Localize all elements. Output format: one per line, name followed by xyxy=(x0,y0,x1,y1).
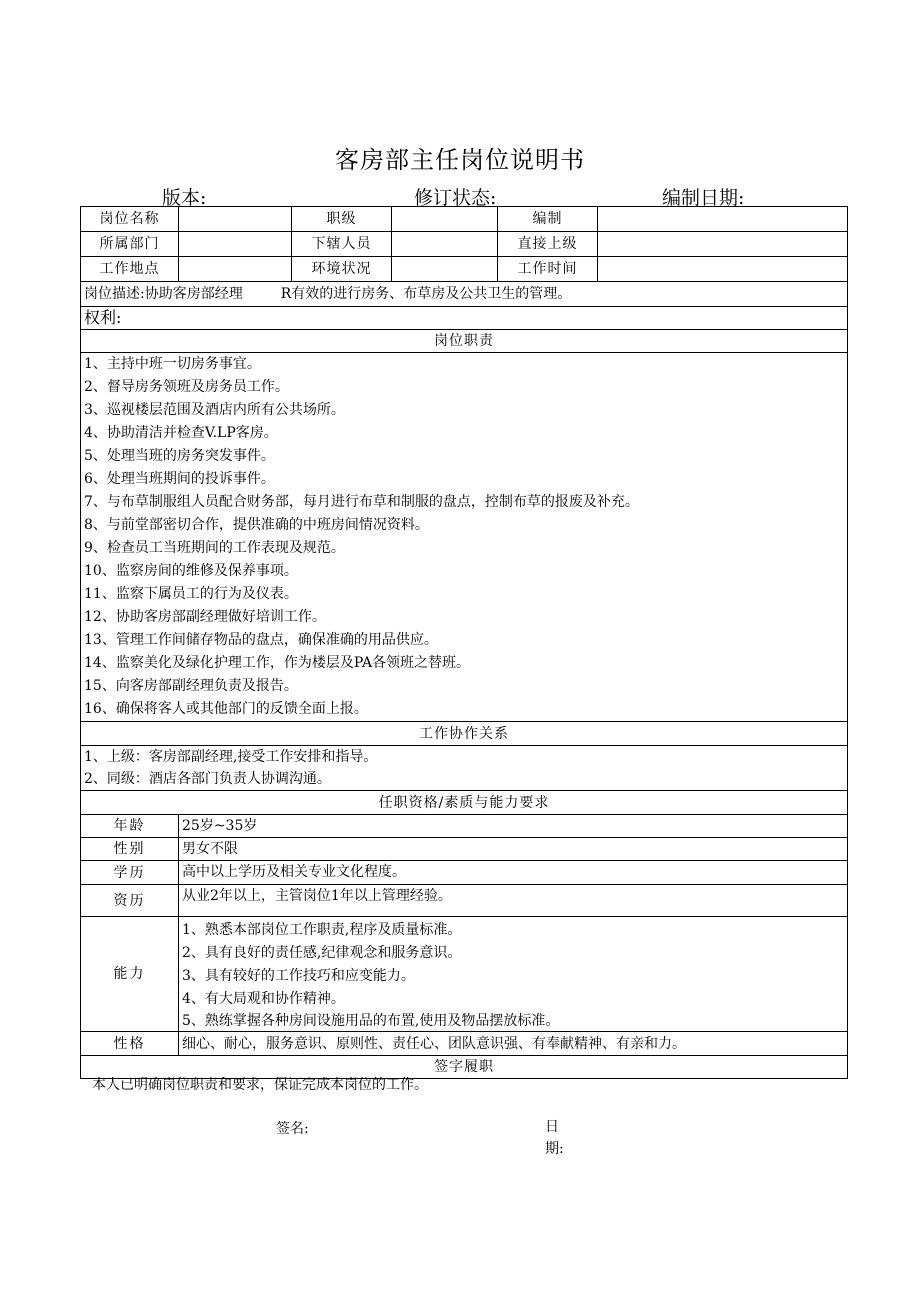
duty-item: 10、监察房间的维修及保养事项。 xyxy=(84,563,298,579)
location-value[interactable] xyxy=(179,257,292,282)
date-label-line-1: 日 xyxy=(545,1119,559,1135)
ability-list xyxy=(179,917,848,1032)
department-label: 所属部门 xyxy=(81,232,179,257)
duty-item: 11、监察下属员工的行为及仪表。 xyxy=(84,586,298,602)
relations-list xyxy=(81,746,848,791)
duties-header: 岗位职责 xyxy=(81,330,848,353)
description-label: 岗位描述: xyxy=(84,286,145,302)
post-name-value[interactable] xyxy=(179,207,292,232)
duty-item: 1、主持中班一切房务事宜。 xyxy=(84,356,261,372)
environment-label: 环境状况 xyxy=(292,257,392,282)
duty-item: 12、协助客房部副经理做好培训工作。 xyxy=(84,609,326,625)
hours-value[interactable] xyxy=(598,257,848,282)
page-title: 客房部主任岗位说明书 xyxy=(335,146,585,174)
education-value: 高中以上学历及相关专业文化程度。 xyxy=(179,861,848,885)
ability-item: 3、具有较好的工作技巧和应变能力。 xyxy=(182,968,415,984)
duty-item: 2、督导房务领班及房务员工作。 xyxy=(84,379,289,395)
relation-item: 2、同级：酒店各部门负责人协调沟通。 xyxy=(84,771,331,787)
duty-item: 16、确保将客人或其他部门的反馈全面上报。 xyxy=(84,701,368,717)
personality-value: 细心、耐心，服务意识、原则性、责任心、团队意识强、有奉献精神、有亲和力。 xyxy=(179,1032,848,1056)
subordinates-value[interactable] xyxy=(392,232,498,257)
duty-item: 15、向客房部副经理负责及报告。 xyxy=(84,678,298,694)
sign-header: 签字履职 xyxy=(81,1056,848,1079)
grade-label: 职级 xyxy=(292,207,392,232)
location-label: 工作地点 xyxy=(81,257,179,282)
duty-item: 8、与前堂部密切合作，提供准确的中班房间情况资料。 xyxy=(84,517,429,533)
department-value[interactable] xyxy=(179,232,292,257)
duty-item: 4、协助清洁并检查V.LP客房。 xyxy=(84,425,278,441)
gender-label: 性别 xyxy=(81,838,179,861)
rights-label: 权利: xyxy=(81,307,848,330)
education-label: 学历 xyxy=(81,861,179,885)
hours-label: 工作时间 xyxy=(498,257,598,282)
experience-value: 从业2年以上，主管岗位1年以上管理经验。 xyxy=(179,885,848,917)
description-text-2: R有效的进行房务、布草房及公共卫生的管理。 xyxy=(280,286,572,302)
date-label-line-2: 期: xyxy=(545,1141,564,1157)
ability-item: 2、具有良好的责任感,纪律观念和服务意识。 xyxy=(182,945,462,961)
date-label: 编制日期: xyxy=(662,187,745,209)
age-label: 年龄 xyxy=(81,815,179,838)
staffing-value[interactable] xyxy=(598,207,848,232)
ability-label: 能力 xyxy=(81,917,179,1032)
job-description-row xyxy=(81,282,848,307)
duties-list xyxy=(81,353,848,722)
version-label: 版本: xyxy=(162,187,207,209)
grade-value[interactable] xyxy=(392,207,498,232)
qualification-header: 任职资格/素质与能力要求 xyxy=(81,791,848,815)
ability-item: 5、熟练掌握各种房间设施用品的布置,使用及物品摆放标准。 xyxy=(182,1013,560,1029)
subordinates-label: 下辖人员 xyxy=(292,232,392,257)
age-value: 25岁~35岁 xyxy=(179,815,848,838)
ability-item: 1、熟悉本部岗位工作职责,程序及质量标准。 xyxy=(182,922,462,938)
superior-label: 直接上级 xyxy=(498,232,598,257)
commitment-statement: 本人已明确岗位职责和要求，保证完成本岗位的工作。 xyxy=(92,1077,428,1093)
relation-item: 1、上级：客房部副经理,接受工作安排和指导。 xyxy=(84,749,378,765)
superior-value[interactable] xyxy=(598,232,848,257)
signature-label: 签名: xyxy=(276,1121,309,1137)
post-name-label: 岗位名称 xyxy=(81,207,179,232)
experience-label: 资历 xyxy=(81,885,179,917)
duty-item: 5、处理当班的房务突发事件。 xyxy=(84,448,275,464)
gender-value: 男女不限 xyxy=(179,838,848,861)
job-description-table xyxy=(80,206,848,1079)
duty-item: 3、巡视楼层范围及酒店内所有公共场所。 xyxy=(84,402,345,418)
staffing-label: 编制 xyxy=(498,207,598,232)
duty-item: 6、处理当班期间的投诉事件。 xyxy=(84,471,275,487)
duty-item: 9、检查员工当班期间的工作表现及规范。 xyxy=(84,540,345,556)
duty-item: 7、与布草制服组人员配合财务部，每月进行布草和制服的盘点，控制布草的报废及补充。 xyxy=(84,494,639,510)
duty-item: 14、监察美化及绿化护理工作，作为楼层及PA各领班之替班。 xyxy=(84,655,471,671)
ability-item: 4、有大局观和协作精神。 xyxy=(182,991,345,1007)
personality-label: 性格 xyxy=(81,1032,179,1056)
description-text-1: 协助客房部经理 xyxy=(144,286,243,302)
duty-item: 13、管理工作间储存物品的盘点，确保准确的用品供应。 xyxy=(84,632,438,648)
relations-header: 工作协作关系 xyxy=(81,722,848,746)
environment-value[interactable] xyxy=(392,257,498,282)
revision-label: 修订状态: xyxy=(414,187,497,209)
